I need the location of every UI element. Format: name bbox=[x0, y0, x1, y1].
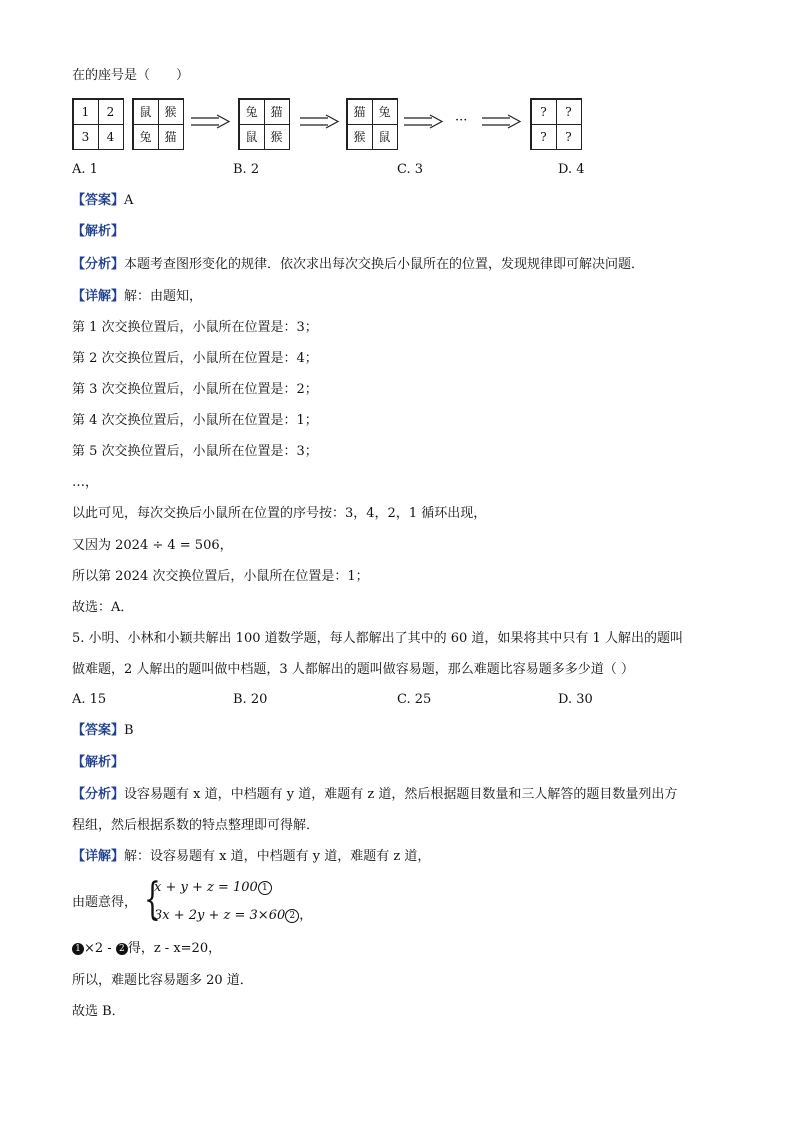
answer-tag: 【答案】 bbox=[72, 723, 125, 738]
equation-comma: ， bbox=[299, 908, 313, 923]
q4-fenxi-line bbox=[72, 256, 644, 274]
grid-cell: 猫 bbox=[158, 124, 184, 150]
xiangjie-tag: 【详解】 bbox=[72, 849, 125, 864]
q4-answer-line bbox=[72, 192, 133, 210]
q5-option-b: B. 20 bbox=[233, 692, 268, 707]
equation-system bbox=[144, 874, 313, 928]
grid-cell: 鼠 bbox=[372, 124, 398, 150]
brace-icon: { bbox=[144, 874, 161, 925]
grid-cell: 猴 bbox=[158, 99, 184, 125]
q4-step: 故选：A． bbox=[72, 600, 134, 615]
fenxi-tag: 【分析】 bbox=[72, 787, 125, 802]
q5-question-line2: 做难题，2 人解出的题叫做中档题，3 人都解出的题叫做容易题，那么难题比容易题多多少道（ ） bbox=[72, 662, 634, 677]
q4-option-c: C. 3 bbox=[397, 162, 424, 177]
circled-number: 1 bbox=[258, 881, 272, 895]
seat-grid-swap1 bbox=[238, 98, 290, 150]
q5-option-a: A. 15 bbox=[72, 692, 107, 707]
q4-step: 第 4 次交换位置后，小鼠所在位置是：1； bbox=[72, 413, 318, 428]
q4-step: …， bbox=[72, 475, 99, 490]
q5-option-d: D. 30 bbox=[558, 692, 593, 707]
q4-step: 又因为 2024 ÷ 4 = 506， bbox=[72, 538, 233, 553]
analysis-tag: 【解析】 bbox=[72, 224, 125, 239]
q5-fenxi-line1 bbox=[72, 786, 677, 804]
seat-grid-initial bbox=[72, 98, 124, 150]
q4-analysis-line bbox=[72, 223, 124, 241]
seat-grid-swap2 bbox=[346, 98, 398, 150]
q4-option-d: D. 4 bbox=[558, 162, 585, 177]
q5-step1 bbox=[72, 940, 221, 958]
xiangjie-tag: 【详解】 bbox=[72, 289, 125, 304]
q4-fenxi-text: 本题考查图形变化的规律．依次求出每次交换后小鼠所在的位置，发现规律即可解决问题． bbox=[124, 257, 645, 272]
double-arrow-icon bbox=[402, 114, 446, 130]
equation-1-text: x + y + z = 100 bbox=[154, 880, 258, 895]
grid-cell: 1 bbox=[73, 99, 99, 125]
q5-step3: 故选 B． bbox=[72, 1004, 125, 1019]
grid-cell: 兔 bbox=[372, 99, 398, 125]
grid-cell: ? bbox=[556, 99, 582, 125]
q4-step: 第 1 次交换位置后，小鼠所在位置是：3； bbox=[72, 320, 318, 335]
circled-number: 1 bbox=[72, 943, 84, 955]
equation-2-text: 3x + 2y + z = 3×60 bbox=[154, 908, 286, 923]
q4-step: 第 2 次交换位置后，小鼠所在位置是：4； bbox=[72, 351, 318, 366]
q4-xiangjie-text: 解：由题知， bbox=[124, 289, 203, 304]
grid-cell: 鼠 bbox=[239, 124, 265, 150]
q5-answer: B bbox=[124, 723, 134, 738]
analysis-tag: 【解析】 bbox=[72, 755, 125, 770]
equation-2 bbox=[154, 904, 312, 923]
q5-xiangjie-text: 解：设容易题有 x 道，中档题有 y 道，难题有 z 道， bbox=[124, 849, 431, 864]
circled-number: 2 bbox=[116, 943, 128, 955]
q4-option-b: B. 2 bbox=[233, 162, 260, 177]
q5-option-c: C. 25 bbox=[397, 692, 432, 707]
grid-cell: 兔 bbox=[239, 99, 265, 125]
q5-analysis-line bbox=[72, 754, 124, 772]
grid-cell: ? bbox=[531, 124, 557, 150]
q4-option-a: A. 1 bbox=[72, 162, 98, 177]
seat-grid-unknown bbox=[530, 98, 582, 150]
grid-cell: ? bbox=[531, 99, 557, 125]
q5-question-line1: 5. 小明、小林和小颖共解出 100 道数学题，每人都解出了其中的 60 道，如果将其中只有 1 人解出的题叫 bbox=[72, 631, 683, 646]
grid-cell: 3 bbox=[73, 124, 99, 150]
q5-fenxi-text: 设容易题有 x 道，中档题有 y 道，难题有 z 道，然后根据题目数量和三人解答的题目数量列出方 bbox=[124, 787, 678, 802]
q5-step1-text: 得，z - x=20， bbox=[127, 941, 222, 956]
ellipsis: ··· bbox=[455, 113, 468, 128]
q4-xiangjie-line bbox=[72, 288, 202, 306]
q4-step: 第 3 次交换位置后，小鼠所在位置是：2； bbox=[72, 382, 318, 397]
q5-answer-line bbox=[72, 722, 134, 740]
q5-step2: 所以，难题比容易题多 20 道． bbox=[72, 973, 253, 988]
seat-grid-start bbox=[132, 98, 184, 150]
q4-step: 所以第 2024 次交换位置后，小鼠所在位置是：1； bbox=[72, 569, 369, 584]
grid-cell: 猴 bbox=[264, 124, 290, 150]
grid-cell: 2 bbox=[98, 99, 124, 125]
equation-1 bbox=[154, 880, 272, 895]
grid-cell: 鼠 bbox=[133, 99, 159, 125]
question4-tail: 在的座号是（ ） bbox=[72, 68, 190, 83]
q4-step: 第 5 次交换位置后，小鼠所在位置是：3； bbox=[72, 444, 318, 459]
grid-cell: ? bbox=[556, 124, 582, 150]
q4-answer: A bbox=[124, 193, 134, 208]
grid-cell: 猴 bbox=[347, 124, 373, 150]
q5-xiangjie-line bbox=[72, 848, 430, 866]
fenxi-tag: 【分析】 bbox=[72, 257, 125, 272]
grid-cell: 猫 bbox=[264, 99, 290, 125]
double-arrow-icon bbox=[298, 114, 342, 130]
circled-number: 2 bbox=[285, 909, 299, 923]
double-arrow-icon bbox=[189, 114, 233, 130]
grid-cell: 兔 bbox=[133, 124, 159, 150]
q5-fenxi-line2: 程组，然后根据系数的特点整理即可得解． bbox=[72, 818, 320, 833]
q5-setup: 由题意得， bbox=[72, 895, 138, 910]
q4-step: 以此可见，每次交换后小鼠所在位置的序号按：3，4，2，1 循环出现， bbox=[72, 506, 487, 521]
grid-cell: 4 bbox=[98, 124, 124, 150]
q5-step1-text: ×2 - bbox=[84, 941, 116, 956]
double-arrow-icon bbox=[480, 114, 524, 130]
grid-cell: 猫 bbox=[347, 99, 373, 125]
answer-tag: 【答案】 bbox=[72, 193, 125, 208]
